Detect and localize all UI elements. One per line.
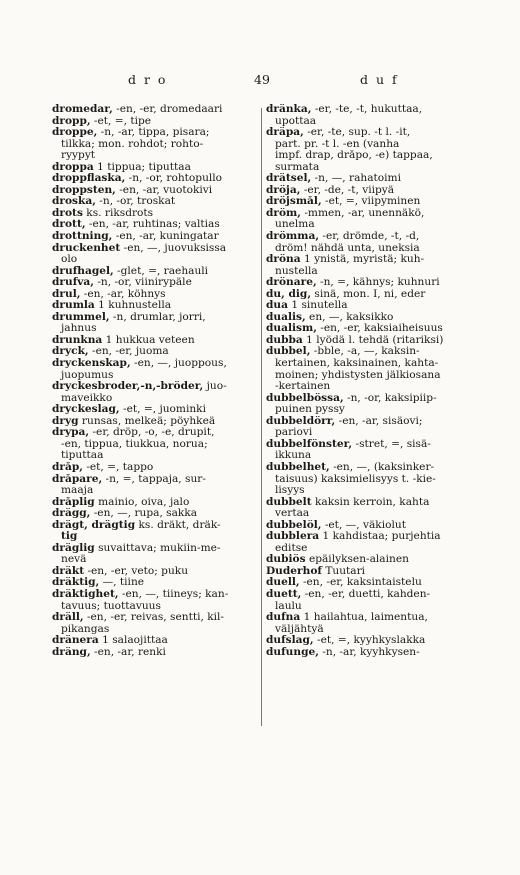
dictionary-entry (52, 312, 258, 324)
headword: dubiös (266, 554, 306, 566)
entry-continuation (266, 601, 478, 613)
entry-definition: upottaa (275, 115, 317, 127)
entry-continuation (266, 543, 478, 555)
headword: dränera (52, 635, 99, 647)
entry-definition: unelma (275, 219, 315, 231)
entry-definition: Tuutari (321, 565, 366, 577)
dictionary-entry (266, 231, 478, 243)
headword: dräglig (52, 542, 95, 554)
entry-continuation (52, 601, 258, 613)
dictionary-entry (52, 162, 258, 174)
entry-definition: -en, —, juoppous, (130, 358, 227, 370)
dictionary-entry (52, 300, 258, 312)
entry-continuation (52, 254, 258, 266)
entry-continuation (266, 508, 478, 520)
headword: dropp, (52, 115, 91, 127)
dictionary-entry (52, 566, 258, 578)
entry-definition: -en, -er, veto; puku (84, 565, 189, 577)
headword: duett, (266, 588, 302, 600)
dictionary-entry (52, 520, 258, 532)
dictionary-entry (266, 531, 478, 543)
dictionary-entry (266, 104, 478, 116)
headword: drul, (52, 288, 81, 300)
headword: dräktig, (52, 577, 100, 589)
entry-continuation (52, 150, 258, 162)
dictionary-entry (266, 554, 478, 566)
entry-continuation (52, 624, 258, 636)
headword: drummel, (52, 311, 110, 323)
entry-definition: ryypyt (61, 150, 96, 162)
headword: dubbelöl, (266, 519, 322, 531)
headword: dryck, (52, 346, 89, 358)
entry-definition: 1 sinutella (287, 300, 348, 312)
entry-continuation (52, 323, 258, 335)
headword: dubbeldörr, (266, 415, 336, 427)
entry-continuation (52, 139, 258, 151)
entry-definition: -n, —, rahatoimi (311, 173, 401, 185)
dictionary-entry (266, 335, 478, 347)
entry-definition: -en, -ar, sisäovi; (335, 415, 423, 427)
headword: dubbelbössa, (266, 392, 344, 404)
entry-definition: nevä (61, 554, 87, 566)
entry-definition: -en, —, juovuksissa (120, 242, 227, 254)
entry-continuation (266, 404, 478, 416)
headword: dryckeslag, (52, 404, 120, 416)
entry-definition: -bble, -a, —, kaksin- (310, 346, 420, 358)
dictionary-entry (266, 185, 478, 197)
entry-continuation (266, 427, 478, 439)
headword: dubbelfönster, (266, 438, 353, 450)
entry-definition: -en, -er, kaksiaiheisuus (316, 323, 443, 335)
entry-continuation (52, 554, 258, 566)
dictionary-entry (52, 277, 258, 289)
entry-definition: 1 hukkua veteen (102, 334, 195, 346)
dictionary-entry (266, 612, 478, 624)
headword: droppsten, (52, 184, 116, 196)
headword: dualism, (266, 323, 317, 335)
entry-definition: surmata (275, 161, 320, 173)
headword: dräll, (52, 612, 84, 624)
entry-continuation (266, 474, 478, 486)
headword: dröjsmål, (266, 196, 322, 208)
entry-definition: ks. riksdrots (82, 207, 154, 219)
headword: drufhagel, (52, 265, 114, 277)
header-right-guide: d u f (360, 72, 399, 87)
dictionary-entry (52, 104, 258, 116)
entry-definition: -et, =, kyyhkyslakka (313, 635, 426, 647)
entry-definition: ikkuna (275, 450, 312, 462)
entry-definition: -en, -ar, ruhtinas; valtias (85, 219, 220, 231)
entry-definition: 1 kuhnustella (94, 300, 172, 312)
dictionary-entry (52, 208, 258, 220)
headword: dryckenskap, (52, 358, 131, 370)
entry-continuation (266, 219, 478, 231)
headword: dubbel, (266, 346, 311, 358)
dictionary-entry (52, 173, 258, 185)
entry-definition: nustella (275, 265, 318, 277)
entry-definition: -et, —, väkiolut (321, 519, 406, 531)
dictionary-entry (52, 612, 258, 624)
entry-definition: -en, -ar, renki (90, 646, 166, 658)
dictionary-entry (266, 393, 478, 405)
headword: droska, (52, 196, 96, 208)
entry-definition: -en, tippua, tiukkua, norua; (61, 438, 208, 450)
dictionary-entry (266, 346, 478, 358)
headword: drumla (52, 300, 95, 312)
dictionary-entry (52, 358, 258, 370)
entry-definition: -en, -ar, vuotokivi (115, 184, 213, 196)
dictionary-entry (52, 543, 258, 555)
entry-definition: -n, =, tappaja, sur- (102, 473, 206, 485)
headword: druckenhet (52, 242, 121, 254)
dictionary-entry (52, 404, 258, 416)
dictionary-entry (52, 462, 258, 474)
headword: dualis, (266, 311, 306, 323)
headword: dua (266, 300, 288, 312)
entry-definition: -er, -te, sup. -t l. -it, (303, 127, 411, 139)
entry-definition: -en, —, rupa, sakka (90, 508, 198, 520)
entry-definition: -en, -er, reivas, sentti, kil- (83, 612, 224, 624)
entry-continuation (266, 266, 478, 278)
dictionary-entry (266, 208, 478, 220)
entry-continuation (52, 450, 258, 462)
dictionary-entry (266, 127, 478, 139)
dictionary-entry (52, 289, 258, 301)
entry-definition: -glet, =, raehauli (113, 265, 209, 277)
headword: dråplig (52, 496, 95, 508)
entry-definition: -en, —, tiineys; kan- (118, 588, 229, 600)
entry-definition: -n, -ar, kyyhkysen- (318, 646, 420, 658)
entry-continuation (266, 139, 478, 151)
entry-definition: vertaa (275, 508, 310, 520)
entry-definition: lisyys (275, 485, 305, 497)
headword: dröja, (266, 184, 301, 196)
headword: droppa (52, 161, 94, 173)
entry-definition: kertainen, kaksinainen, kahta- (275, 358, 439, 370)
dictionary-entry (52, 589, 258, 601)
entry-definition: 1 kahdistaa; purjehtia (319, 531, 441, 543)
entry-definition: -en, -er, dromedaari (112, 104, 223, 115)
headword: dryg (52, 415, 79, 427)
entry-definition: moinen; yhdistysten jälkiosana (275, 369, 441, 381)
entry-definition: väljähtyä (275, 623, 324, 635)
dictionary-entry (52, 381, 258, 393)
headword: drätsel, (266, 173, 312, 185)
column-divider (261, 108, 262, 726)
entry-definition: epäilyksen-alainen (305, 554, 409, 566)
right-column (266, 104, 478, 658)
entry-definition: mainio, oiva, jalo (94, 496, 190, 508)
entry-definition: dröm! nähdä unta, uneksia (275, 242, 420, 254)
headword: drufva, (52, 277, 94, 289)
entry-definition: juo- (203, 381, 227, 393)
entry-definition: juopumus (61, 369, 114, 381)
entry-definition: 1 lyödä l. tehdä (ritariksi) (302, 334, 444, 346)
entry-definition: tavuus; tuottavuus (61, 600, 161, 612)
entry-continuation (52, 439, 258, 451)
entry-continuation (266, 243, 478, 255)
dictionary-entry (266, 577, 478, 589)
headword: dröna (266, 254, 301, 266)
dictionary-entry (52, 219, 258, 231)
headword: droppflaska, (52, 173, 126, 185)
entry-definition: -n, -or, viinirypäle (93, 277, 192, 289)
dictionary-entry (266, 173, 478, 185)
dictionary-entry (266, 647, 478, 659)
dictionary-entry (266, 196, 478, 208)
running-header (0, 72, 520, 88)
dictionary-entry (52, 577, 258, 589)
dictionary-entry (52, 127, 258, 139)
dictionary-entry (52, 243, 258, 255)
entry-continuation (266, 358, 478, 370)
entry-definition: -en, -er, kaksintaistelu (299, 577, 422, 589)
headword: dufslag, (266, 635, 314, 647)
entry-definition: -n, -or, rohtopullo (125, 173, 223, 185)
headword: dräkt (52, 565, 85, 577)
headword: tig (61, 531, 78, 543)
entry-definition: 1 hailahtua, laimentua, (300, 612, 428, 624)
entry-continuation (266, 381, 478, 393)
entry-definition: laulu (275, 600, 302, 612)
headword: Duderhof (266, 565, 322, 577)
headword: drott, (52, 219, 86, 231)
dictionary-entry (266, 497, 478, 509)
headword: dråpare, (52, 473, 103, 485)
headword: dröm, (266, 207, 301, 219)
headword: droppe, (52, 127, 98, 139)
entry-definition: runsas, melkeä; pöyhkeä (78, 415, 216, 427)
dictionary-entry (52, 497, 258, 509)
headword: drottning, (52, 231, 113, 243)
dictionary-entry (266, 635, 478, 647)
headword: dubbelhet, (266, 461, 330, 473)
entry-definition: kaksin kerroin, kahta (311, 496, 430, 508)
dictionary-entry (266, 312, 478, 324)
entry-definition: —, tiine (99, 577, 145, 589)
entry-definition: part. pr. -t l. -en (vanha (275, 138, 400, 150)
entry-definition: -et, =, tipe (90, 115, 152, 127)
entry-definition: -stret, =, sisä- (352, 438, 431, 450)
dictionary-entry (52, 335, 258, 347)
headword: drägg, (52, 508, 91, 520)
entry-definition: -en, -ar, kuningatar (112, 231, 219, 243)
dictionary-entry (266, 439, 478, 451)
entry-definition: en, —, kaksikko (305, 311, 394, 323)
headword: drunkna (52, 334, 103, 346)
headword: dubblera (266, 531, 320, 543)
dictionary-entry (266, 589, 478, 601)
page-number: 49 (254, 72, 270, 87)
entry-definition: -et, =, juominki (119, 404, 206, 416)
entry-definition: maveikko (61, 392, 113, 404)
entry-continuation (266, 485, 478, 497)
dictionary-entry (266, 566, 478, 578)
dictionary-entry (266, 289, 478, 301)
headword: drönare, (266, 277, 317, 289)
entry-definition: taisuus) kaksimielisyys t. -kie- (275, 473, 436, 485)
dictionary-entry (52, 416, 258, 428)
entry-definition: puinen pyssy (275, 404, 345, 416)
headword: dränka, (266, 104, 312, 115)
headword: dubbelt (266, 496, 312, 508)
entry-definition: 1 ynistä, myristä; kuh- (300, 254, 425, 266)
entry-definition: -n, -ar, tippa, pisara; (97, 127, 210, 139)
headword: dryckesbroder,-n,-bröder, (52, 381, 204, 393)
entry-continuation (266, 150, 478, 162)
entry-definition: -et, =, viipyminen (321, 196, 421, 208)
headword: duell, (266, 577, 300, 589)
entry-definition: 1 tippua; tiputtaa (93, 161, 191, 173)
entry-definition: suvaittava; mukiin-me- (94, 542, 221, 554)
dictionary-entry (266, 416, 478, 428)
header-left-guide: d r o (128, 72, 168, 87)
left-column (52, 104, 258, 658)
entry-continuation (52, 370, 258, 382)
entry-definition: -er, -de, -t, viipyä (300, 184, 395, 196)
headword: dräktighet, (52, 588, 119, 600)
entry-definition: -er, dröp, -o, -e, drupit, (89, 427, 215, 439)
dictionary-entry (52, 196, 258, 208)
entry-definition: -en, -er, juoma (88, 346, 169, 358)
entry-definition: sinä, mon. I, ni, eder (311, 288, 426, 300)
entry-definition: editse (275, 542, 308, 554)
dictionary-entry (52, 185, 258, 197)
entry-definition: -en, -ar, köhnys (80, 288, 166, 300)
entry-definition: -er, -te, -t, hukuttaa, (311, 104, 423, 115)
entry-definition: -et, =, tappo (82, 461, 154, 473)
headword: drägt, drägtig (52, 519, 136, 531)
entry-definition: -er, drömde, -t, -d, (319, 231, 420, 243)
entry-continuation (52, 393, 258, 405)
entry-continuation (266, 450, 478, 462)
headword: drypa, (52, 427, 90, 439)
headword: drots (52, 207, 83, 219)
dictionary-entry (52, 474, 258, 486)
entry-continuation (266, 370, 478, 382)
dictionary-entry (52, 647, 258, 659)
entry-definition: tiputtaa (61, 450, 104, 462)
entry-definition: pariovi (275, 427, 313, 439)
entry-definition: -kertainen (275, 381, 331, 393)
headword: dräng, (52, 646, 91, 658)
dictionary-entry (52, 346, 258, 358)
entry-continuation (266, 116, 478, 128)
headword: dufna (266, 612, 301, 624)
dictionary-entry (266, 300, 478, 312)
entry-definition: -en, -er, duetti, kahden- (301, 588, 431, 600)
dictionary-entry (266, 254, 478, 266)
entry-continuation (52, 485, 258, 497)
dictionary-entry (266, 277, 478, 289)
entry-definition: -mmen, -ar, unennäkö, (300, 207, 425, 219)
dictionary-entry (266, 520, 478, 532)
dictionary-entry (52, 231, 258, 243)
headword: dufunge, (266, 646, 319, 658)
dictionary-entry (266, 323, 478, 335)
headword: drömma, (266, 231, 320, 243)
entry-definition: -n, =, kähnys; kuhnuri (316, 277, 440, 289)
entry-definition: jahnus (61, 323, 97, 335)
entry-definition: pikangas (61, 623, 110, 635)
dictionary-entry (52, 508, 258, 520)
headword: dubba (266, 334, 303, 346)
entry-definition: -n, -or, troskat (95, 196, 176, 208)
entry-definition: 1 salaojittaa (98, 635, 168, 647)
entry-definition: maaja (61, 485, 94, 497)
dictionary-entry (52, 266, 258, 278)
entry-continuation (52, 531, 258, 543)
dictionary-entry (52, 635, 258, 647)
headword: dromedar, (52, 104, 113, 115)
headword: dråp, (52, 461, 83, 473)
entry-definition: olo (61, 254, 78, 266)
entry-definition: -n, drumlar, jorri, (109, 311, 206, 323)
entry-definition: tilkka; mon. rohdot; rohto- (61, 138, 204, 150)
entry-continuation (266, 162, 478, 174)
entry-definition: -en, —, (kaksinker- (329, 461, 435, 473)
entry-definition: impf. drap, dråpo, -e) tappaa, (275, 150, 433, 162)
entry-continuation (266, 624, 478, 636)
dictionary-entry (52, 427, 258, 439)
headword: du, dig, (266, 288, 312, 300)
entry-definition: ks. dräkt, dräk- (135, 519, 221, 531)
headword: dräpa, (266, 127, 304, 139)
dictionary-entry (266, 462, 478, 474)
dictionary-entry (52, 116, 258, 128)
entry-definition: -n, -or, kaksipiip- (343, 392, 437, 404)
